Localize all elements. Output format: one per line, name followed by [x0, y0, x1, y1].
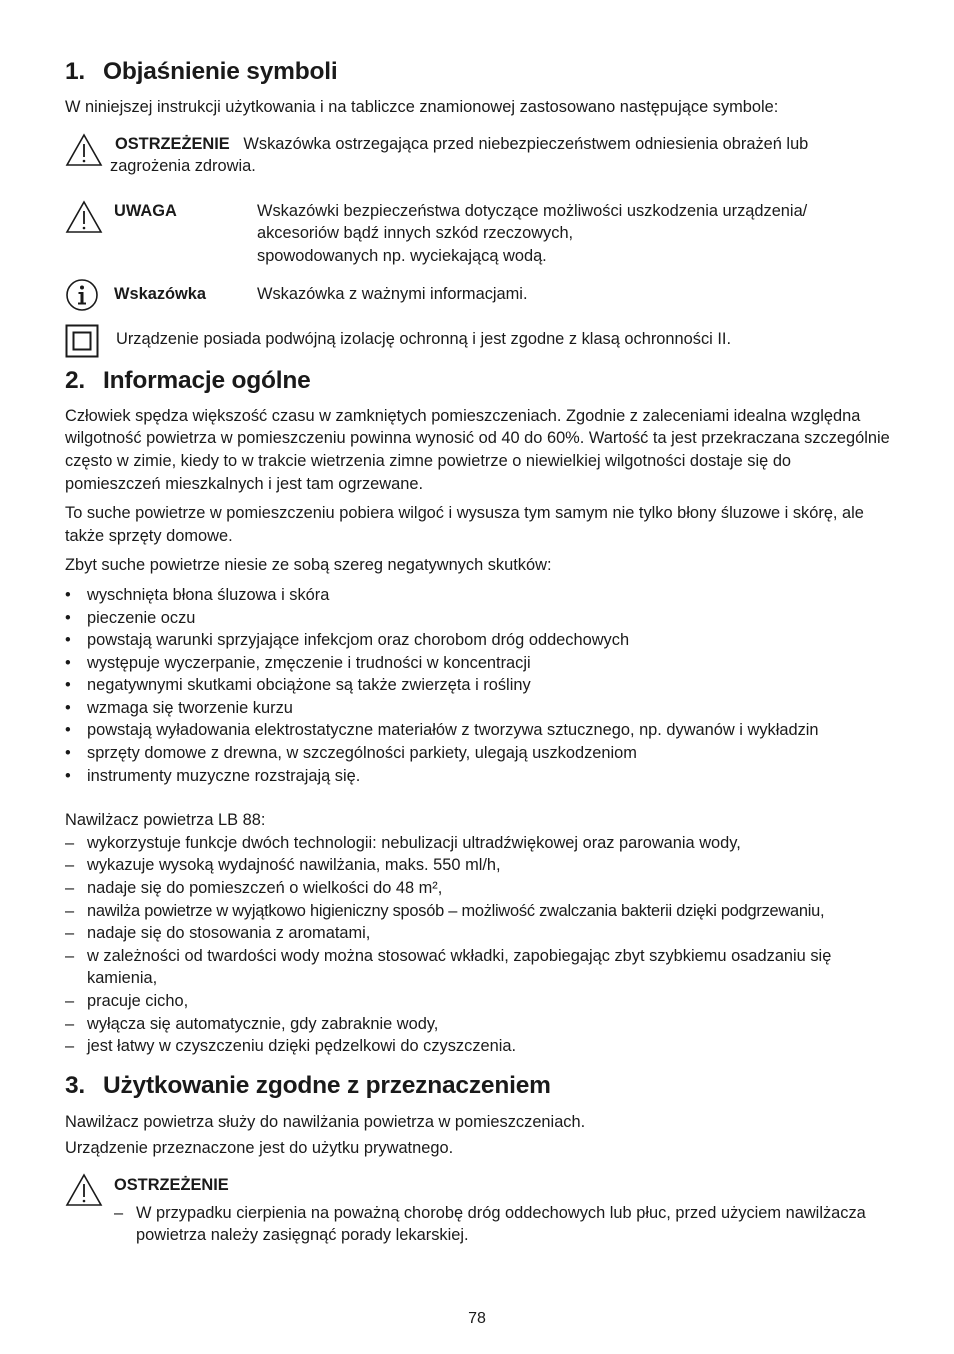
paragraph: Nawilżacz powietrza służy do nawilżania powietrza w pomieszczeniach. — [65, 1112, 586, 1131]
list-item: • pieczenie oczu — [65, 607, 891, 630]
caution-symbol-entry — [65, 200, 891, 268]
list-item: – wykazuje wysoką wydajność nawilżania, maks. 550 ml/h, — [65, 854, 891, 877]
section-heading — [65, 365, 891, 397]
list-item: – pracuje cicho, — [65, 990, 891, 1013]
caution-description-line: spowodowanych np. wyciekającą wodą. — [257, 246, 547, 265]
list-item: – nawilża powietrze w wyjątkowo higieniczny sposób – możliwość zwalczania bakterii dzięki podgrzewaniu, — [65, 900, 891, 923]
section-number: 2. — [65, 366, 86, 394]
section-title: Objaśnienie symboli — [103, 58, 338, 85]
warning-block — [65, 1174, 891, 1247]
insulation-description: Urządzenie posiada podwójną izolację ochronną i jest zgodne z klasą ochronności II. — [116, 330, 732, 349]
insulation-symbol-entry — [65, 328, 891, 351]
note-symbol-entry — [65, 283, 891, 306]
warning-label: OSTRZEŻENIE — [115, 134, 230, 153]
section-heading — [65, 56, 891, 88]
section-number: 1. — [65, 58, 86, 85]
paragraph: Zbyt suche powietrze niesie ze sobą szereg negatywnych skutków: — [65, 556, 552, 575]
list-item: – wyłącza się automatycznie, gdy zabraknie wody, — [65, 1013, 891, 1036]
features-list — [65, 832, 891, 1058]
note-label: Wskazówka — [114, 284, 207, 303]
list-item: – nadaje się do stosowania z aromatami, — [65, 922, 891, 945]
list-item: – nadaje się do pomieszczeń o wielkości do 48 m², — [65, 877, 891, 900]
list-item: – jest łatwy w czyszczeniu dzięki pędzelkowi do czyszczenia. — [65, 1035, 891, 1058]
warning-triangle-icon — [65, 200, 103, 234]
section-title: Użytkowanie zgodne z przeznaczeniem — [103, 1071, 551, 1099]
note-description: Wskazówka z ważnymi informacjami. — [257, 284, 528, 303]
warning-triangle-icon — [65, 133, 103, 167]
warning-label: OSTRZEŻENIE — [114, 1175, 229, 1194]
paragraph: To suche powietrze w pomieszczeniu pobiera wilgoć i wysusza tym samym nie tylko błony śluzowe i skórę, ale także sprzęty domowe. — [65, 504, 864, 545]
section-body — [65, 1111, 891, 1160]
list-item: • instrumenty muzyczne rozstrajają się. — [65, 765, 891, 788]
section-intro: W niniejszej instrukcji użytkowania i na tabliczce znamionowej zastosowano następujące symbole: — [65, 98, 779, 116]
paragraph: Człowiek spędza większość czasu w zamkniętych pomieszczeniach. Zgodnie z zaleceniami idealna względna wilgotność powietrza w pomieszczeniu powinna wynosić od 40 do 60%. Wartość ta jest przekraczana szczególnie często w zimie, kiedy to w trakcie wietrzenia zimne powietrze o niewielkiej wilgotności dostaje się do pomieszczeń mieszkalnych i jest tam ogrzewane. — [65, 406, 890, 493]
list-item: • wzmaga się tworzenie kurzu — [65, 697, 891, 720]
list-item: • powstają wyładowania elektrostatyczne materiałów z tworzywa sztucznego, np. dywanów i wykładzin — [65, 719, 891, 742]
paragraph: Urządzenie przeznaczone jest do użytku prywatnego. — [65, 1139, 454, 1158]
caution-description-line: Wskazówki bezpieczeństwa dotyczące możliwości uszkodzenia urządzenia/ — [257, 201, 808, 220]
device-intro: Nawilżacz powietrza LB 88: — [65, 811, 266, 830]
warning-list — [114, 1202, 891, 1247]
warning-description: Wskazówka ostrzegająca przed niebezpieczeństwem odniesienia obrażeń lub zagrożenia zdrowia. — [110, 134, 809, 176]
manual-page — [65, 56, 891, 1247]
list-item: • negatywnymi skutkami obciążone są także zwierzęta i rośliny — [65, 674, 891, 697]
page-number: 78 — [468, 1310, 486, 1327]
section-body — [65, 405, 891, 577]
list-item: • wyschnięta błona śluzowa i skóra — [65, 584, 891, 607]
list-item: – W przypadku cierpienia na poważną chorobę dróg oddechowych lub płuc, przed użyciem nawilżacza powietrza należy zasięgnąć porady lekarskiej. — [114, 1202, 891, 1247]
info-icon — [65, 278, 99, 312]
section-heading — [65, 1070, 891, 1102]
list-item: – wykorzystuje funkcje dwóch technologii: nebulizacji ultradźwiękowej oraz parowania wody, — [65, 832, 891, 855]
caution-description-line: akcesoriów bądź innych szkód rzeczowych, — [257, 224, 574, 243]
warning-triangle-icon — [65, 1173, 103, 1207]
effects-list — [65, 584, 891, 787]
warning-symbol-entry — [65, 133, 891, 178]
list-item: • sprzęty domowe z drewna, w szczególności parkiety, ulegają uszkodzeniom — [65, 742, 891, 765]
list-item: – w zależności od twardości wody można stosować wkładki, zapobiegając zbyt szybkiemu osadzaniu się kamienia, — [65, 945, 891, 990]
list-item: • występuje wyczerpanie, zmęczenie i trudności w koncentracji — [65, 652, 891, 675]
section-number: 3. — [65, 1071, 86, 1099]
double-insulation-icon — [65, 324, 99, 358]
caution-label: UWAGA — [114, 201, 177, 220]
section-title: Informacje ogólne — [103, 366, 311, 394]
list-item: • powstają warunki sprzyjające infekcjom oraz chorobom dróg oddechowych — [65, 629, 891, 652]
